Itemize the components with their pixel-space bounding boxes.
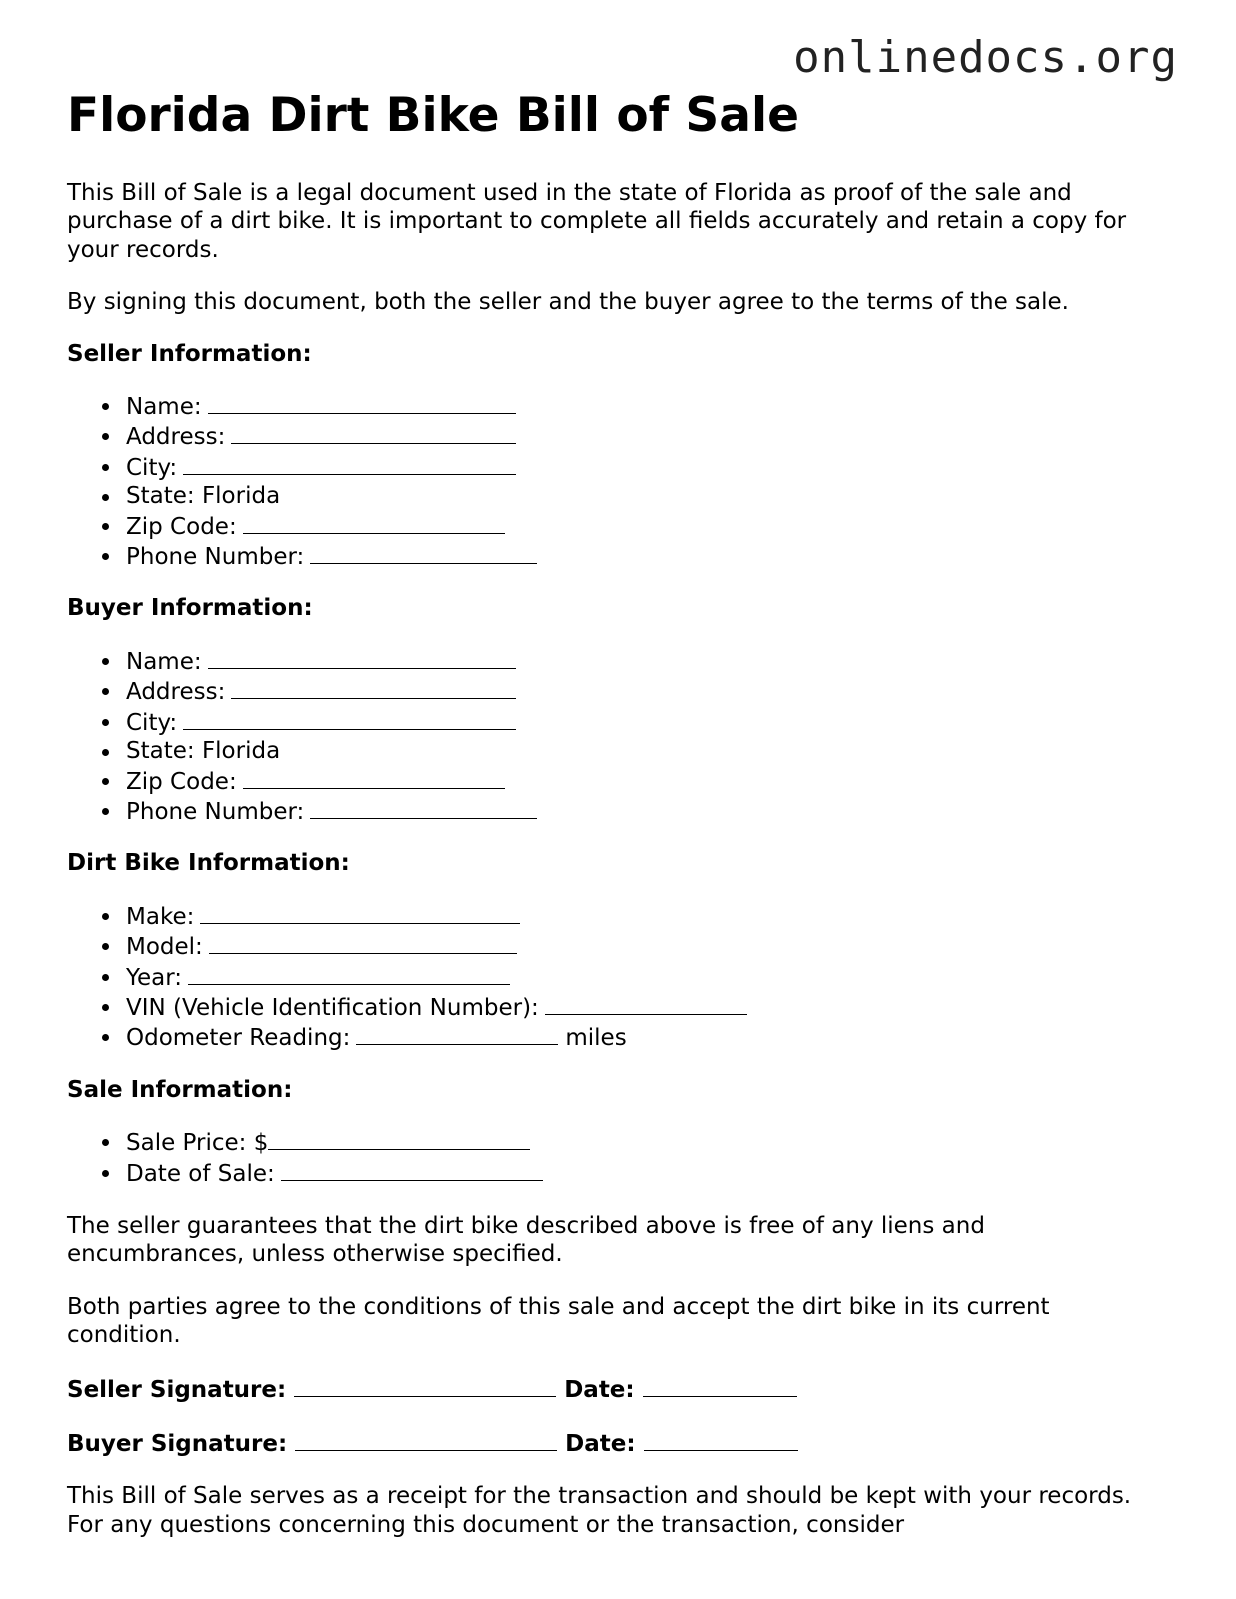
seller-signature-label: Seller Signature: [67,1376,287,1403]
buyer-signature-field[interactable] [295,1428,557,1451]
buyer-city-label: City: [126,709,178,736]
buyer-address-item [126,676,1167,706]
buyer-address-label: Address: [126,679,226,706]
seller-heading: Seller Information: [67,340,312,367]
sale-price-field[interactable] [268,1127,530,1150]
bike-list [67,901,1167,1053]
seller-zip-field[interactable] [243,511,505,534]
bike-make-item [126,901,1167,931]
bike-vin-field[interactable] [545,992,747,1015]
bike-vin-item [126,992,1167,1022]
buyer-phone-item [126,796,1167,826]
bike-heading: Dirt Bike Information: [67,850,350,877]
buyer-name-item [126,646,1167,676]
bike-vin-label: VIN (Vehicle Identification Number): [126,994,539,1021]
seller-name-field[interactable] [208,391,516,414]
bike-odometer-label: Odometer Reading: [126,1025,351,1052]
seller-signature-field[interactable] [294,1374,556,1397]
document-body [67,88,1167,1539]
bike-year-item [126,962,1167,992]
seller-state-item [126,482,1167,510]
buyer-name-label: Name: [126,648,202,675]
guarantee-paragraph: The seller guarantees that the dirt bike described above is free of any liens and encumbrances, unless otherwise specified. [67,1212,985,1268]
intro-paragraph: This Bill of Sale is a legal document used in the state of Florida as proof of the sale and purchase of a dirt bike. It is important to complete all fields accurately and retain a copy for your records. [67,180,1127,263]
seller-address-label: Address: [126,424,226,451]
bike-odometer-item [126,1022,1167,1052]
seller-date-label: Date: [564,1376,635,1403]
buyer-signature-line [67,1428,1167,1458]
buyer-list [67,646,1167,826]
sale-heading: Sale Information: [67,1076,293,1103]
buyer-city-item [126,707,1167,737]
sale-list [67,1127,1167,1188]
buyer-heading: Buyer Information: [67,595,313,622]
seller-list [67,391,1167,571]
seller-zip-label: Zip Code: [126,513,237,540]
seller-address-field[interactable] [231,421,516,444]
seller-phone-label: Phone Number: [126,544,305,571]
seller-city-field[interactable] [183,452,516,475]
sale-price-item [126,1127,1167,1157]
document-title: Florida Dirt Bike Bill of Sale [67,88,799,143]
seller-state-label: State: Florida [126,483,281,510]
seller-phone-item [126,541,1167,571]
buyer-date-label: Date: [565,1431,636,1457]
seller-name-item [126,391,1167,421]
seller-zip-item [126,511,1167,541]
bike-model-field[interactable] [209,931,517,954]
bike-model-label: Model: [126,934,203,961]
bike-make-label: Make: [126,903,195,930]
buyer-zip-field[interactable] [243,766,505,789]
seller-city-item [126,452,1167,482]
buyer-phone-field[interactable] [310,796,537,819]
conditions-paragraph: Both parties agree to the conditions of this sale and accept the dirt bike in its current condition. [67,1293,1050,1349]
buyer-zip-item [126,766,1167,796]
buyer-signature-label: Buyer Signature: [67,1431,288,1457]
buyer-zip-label: Zip Code: [126,768,237,795]
sale-date-item [126,1158,1167,1188]
buyer-state-label: State: Florida [126,738,281,765]
buyer-state-item [126,737,1167,765]
bike-make-field[interactable] [200,901,520,924]
bike-odometer-field[interactable] [356,1022,558,1045]
sale-price-label: Sale Price: $ [126,1130,269,1157]
bike-year-field[interactable] [188,962,510,985]
bike-odometer-unit: miles [565,1025,627,1052]
seller-phone-field[interactable] [310,541,537,564]
sale-date-field[interactable] [281,1158,543,1181]
watermark: onlinedocs.org [793,32,1178,83]
seller-name-label: Name: [126,394,202,421]
sale-date-label: Date of Sale: [126,1160,275,1187]
seller-city-label: City: [126,454,178,481]
buyer-phone-label: Phone Number: [126,798,305,825]
buyer-name-field[interactable] [208,646,516,669]
seller-signature-line [67,1374,1167,1404]
buyer-city-field[interactable] [183,707,516,730]
bike-model-item [126,931,1167,961]
seller-address-item [126,421,1167,451]
agreement-paragraph: By signing this document, both the seller and the buyer agree to the terms of the sale. [67,289,1069,316]
closing-paragraph: This Bill of Sale serves as a receipt for the transaction and should be kept with your records. For any questions concerning this document or the transaction, consider [67,1483,1132,1538]
buyer-address-field[interactable] [231,676,516,699]
bike-year-label: Year: [126,964,183,991]
buyer-date-field[interactable] [644,1428,798,1451]
seller-date-field[interactable] [643,1374,797,1397]
